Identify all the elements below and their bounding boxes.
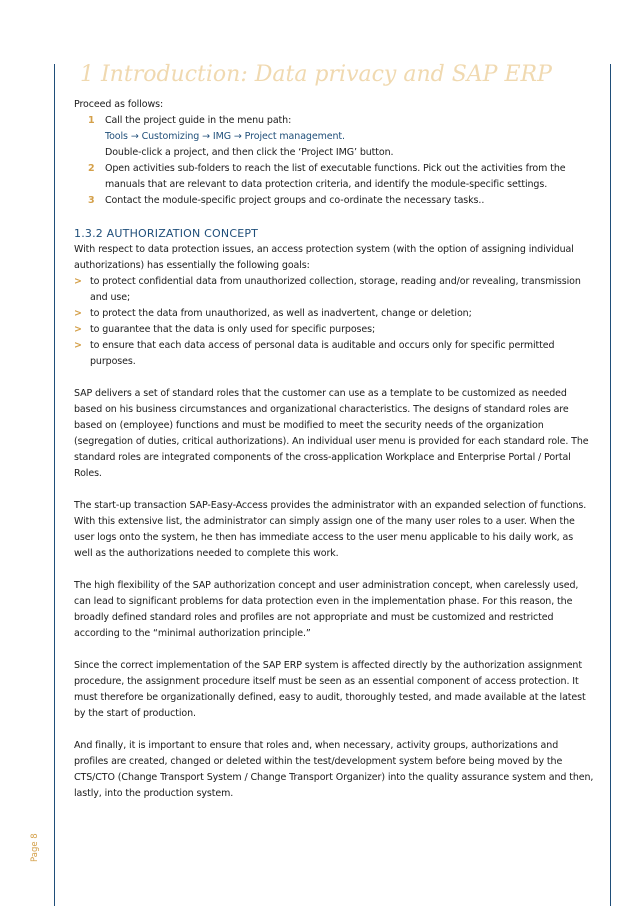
bullet-marker: > <box>74 276 82 287</box>
goal-text: to protect the data from unauthorized, as well as inadvertent, change or deletion; <box>90 308 472 319</box>
page-content <box>74 62 594 802</box>
body-paragraph: And finally, it is important to ensure that roles and, when necessary, activity groups, authorizations and profiles are created, changed or deleted within the test/development system before being moved by the CTS/CTO (Change Transport System / Change Transport Organizer) into the quality assurance system and then, lastly, into the production system. <box>74 740 594 799</box>
goal-text: to guarantee that the data is only used for specific purposes; <box>90 324 376 335</box>
step-item <box>74 113 594 161</box>
steps-intro: Proceed as follows: <box>74 99 164 110</box>
step-number: 2 <box>88 163 95 174</box>
step-number: 3 <box>88 195 95 206</box>
steps-block <box>74 97 594 209</box>
left-margin-rule <box>54 64 55 906</box>
step-text: Open activities sub-folders to reach the list of executable functions. Pick out the activities from the manuals that are relevant to data protection criteria, and identify the module-specific settings. <box>105 163 566 190</box>
section-heading: 1.3.2 AUTHORIZATION CONCEPT <box>74 227 259 240</box>
goal-text: to ensure that each data access of personal data is auditable and occurs only for specific permitted purposes. <box>90 340 555 367</box>
step-text: Call the project guide in the menu path: <box>105 115 292 126</box>
goal-item <box>74 322 594 338</box>
goal-item <box>74 306 594 322</box>
goal-item <box>74 338 594 370</box>
body-paragraph: The high flexibility of the SAP authorization concept and user administration concept, when carelessly used, can lead to significant problems for data protection even in the implementation phase. For this reason, the broadly defined standard roles and profiles are not appropriate and must be customized and restricted according to the “minimal authorization principle.” <box>74 580 579 639</box>
section-body <box>74 242 594 802</box>
bullet-marker: > <box>74 324 82 335</box>
bullet-marker: > <box>74 308 82 319</box>
step-item <box>74 161 594 193</box>
body-paragraph: SAP delivers a set of standard roles that the customer can use as a template to be customized as needed based on his business circumstances and organizational characteristics. The designs of standard roles are based on (employee) functions and must be modified to meet the security needs of the organization (segregation of duties, critical authorizations). An individual user menu is provided for each standard role. The standard roles are integrated components of the cross-application Workplace and Enterprise Portal / Portal Roles. <box>74 388 589 479</box>
page-number: Page 8 <box>30 833 40 862</box>
steps-list <box>74 113 594 209</box>
goal-item <box>74 274 594 306</box>
menu-path: Tools → Customizing → IMG → Project management. <box>105 131 345 142</box>
right-margin-rule <box>610 64 611 906</box>
goals-list <box>74 274 594 370</box>
bullet-marker: > <box>74 340 82 351</box>
step-text: Contact the module-specific project groups and co-ordinate the necessary tasks.. <box>105 195 485 206</box>
step-text: Double-click a project, and then click the ‘Project IMG’ button. <box>105 147 394 158</box>
goal-text: to protect confidential data from unauthorized collection, storage, reading and/or revealing, transmission and use; <box>90 276 581 303</box>
body-paragraph: The start-up transaction SAP-Easy-Access provides the administrator with an expanded selection of functions. With this extensive list, the administrator can simply assign one of the many user roles to a user. When the user logs onto the system, he then has immediate access to the user menu applicable to his daily work, as well as the authorizations needed to complete this work. <box>74 500 587 559</box>
step-number: 1 <box>88 115 95 126</box>
body-paragraph: Since the correct implementation of the SAP ERP system is affected directly by the authorization assignment procedure, the assignment procedure itself must be seen as an essential component of access protection. It must therefore be organizationally defined, easy to audit, thoroughly tested, and made available at the latest by the start of production. <box>74 660 586 719</box>
section-lead: With respect to data protection issues, an access protection system (with the option of assigning individual authorizations) has essentially the following goals: <box>74 244 574 271</box>
chapter-title: 1 Introduction: Data privacy and SAP ERP <box>80 62 552 87</box>
step-item <box>74 193 594 209</box>
